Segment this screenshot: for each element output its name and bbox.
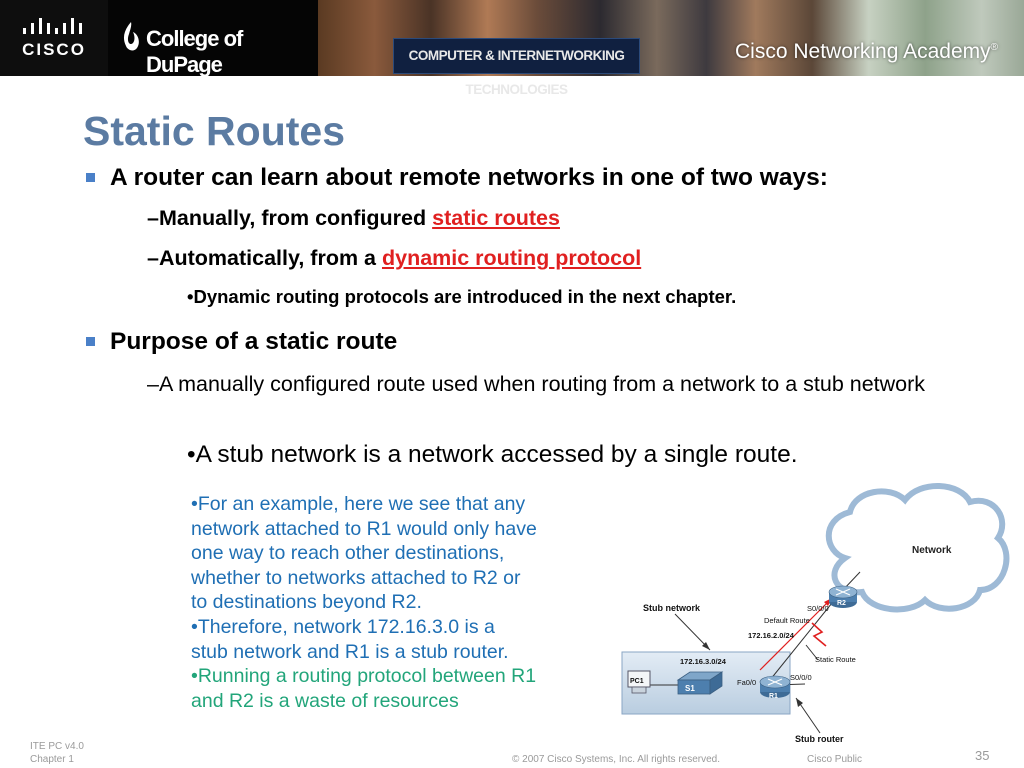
example-line: to destinations beyond R2. [191,591,422,614]
example-line: •Therefore, network 172.16.3.0 is a [191,615,495,638]
sub-sub-bullet-next-chapter [187,286,736,308]
bullet-ways-to-learn [110,164,828,192]
program-title: COMPUTER & INTERNETWORKING TECHNOLOGIES [393,38,640,74]
dot-marker: • [187,286,194,307]
sub-bullet-definition [147,370,997,398]
sub-sub-bullet-text: Dynamic routing protocols are introduced in the next chapter. [193,286,737,307]
fa-interface-label: Fa0/0 [737,678,757,687]
stub-router-label: Stub router [795,734,844,744]
registered-mark: ® [990,42,998,53]
academy-name [735,40,998,64]
page-number: 35 [975,748,990,763]
cisco-logo [0,0,108,76]
sub-bullet-text: Automatically, from a [158,246,382,270]
sub-bullet-text: A manually configured route used when routing from a network to a stub network [158,372,926,396]
dot-marker: • [187,441,196,468]
cisco-bars-icon [22,18,86,38]
lan-subnet-label: 172.16.3.0/24 [680,657,726,666]
r2-serial-label: S0/0/0 [807,604,829,613]
flame-icon [120,20,142,54]
footer-course: ITE PC v4.0 [30,741,84,752]
serial-zigzag-icon [812,623,826,646]
sub-bullet-manual [147,206,560,231]
bullet-text: Purpose of a static route [110,328,398,355]
sub-sub-bullet-stub-definition [187,441,798,469]
bullet-text: A router can learn about remote networks in one of two ways: [110,164,828,191]
college-name: College of DuPage [146,26,243,77]
example-line: •For an example, here we see that any [191,493,526,515]
link-subnet-label: 172.16.2.0/24 [748,631,794,640]
example-line: network attached to R1 would only have [191,517,537,540]
dynamic-routing-protocol-link[interactable]: dynamic routing protocol [381,246,642,270]
slide-title: Static Routes [83,108,345,154]
default-route-label: Default Route [764,616,810,625]
example-text-block [191,492,611,713]
sub-sub-bullet-text: A stub network is a network accessed by a single route. [195,441,798,468]
stub-network-diagram [600,480,1020,750]
footer-copyright: © 2007 Cisco Systems, Inc. All rights reserved. [512,754,721,765]
example-line: whether to networks attached to R2 or [191,566,521,589]
sub-bullet-text: Manually, from configured [158,206,433,230]
dash-marker: – [147,246,159,270]
r1-serial-label: S0/0/0 [790,673,812,682]
router-r2-label: R2 [837,600,846,607]
bullet-purpose [110,328,397,356]
example-line: •Running a routing protocol between R1 [191,665,537,688]
example-line: and R2 is a waste of resources [191,689,459,712]
header-banner [0,0,1024,97]
example-line: stub network and R1 is a stub router. [191,640,509,663]
pc-label: PC1 [630,678,644,685]
router-r1-label: R1 [769,693,778,700]
footer-course-info [30,740,84,766]
switch-label: S1 [685,684,695,693]
arrowhead-icon [796,698,803,707]
square-bullet-icon [86,337,95,346]
stub-network-label: Stub network [643,603,701,613]
footer-classification: Cisco Public [807,754,863,765]
static-route-label: Static Route [815,655,856,664]
footer-chapter: Chapter 1 [30,754,74,765]
cisco-logo-text: CISCO [22,40,86,59]
example-line: one way to reach other destinations, [191,542,505,565]
dash-marker: – [147,372,159,396]
square-bullet-icon [86,173,95,182]
academy-name-text: Cisco Networking Academy [735,40,991,63]
sub-bullet-automatic [147,246,641,271]
static-routes-link[interactable]: static routes [432,206,560,230]
cloud-label: Network [912,545,952,556]
college-logo [108,0,318,76]
dash-marker: – [147,206,159,230]
